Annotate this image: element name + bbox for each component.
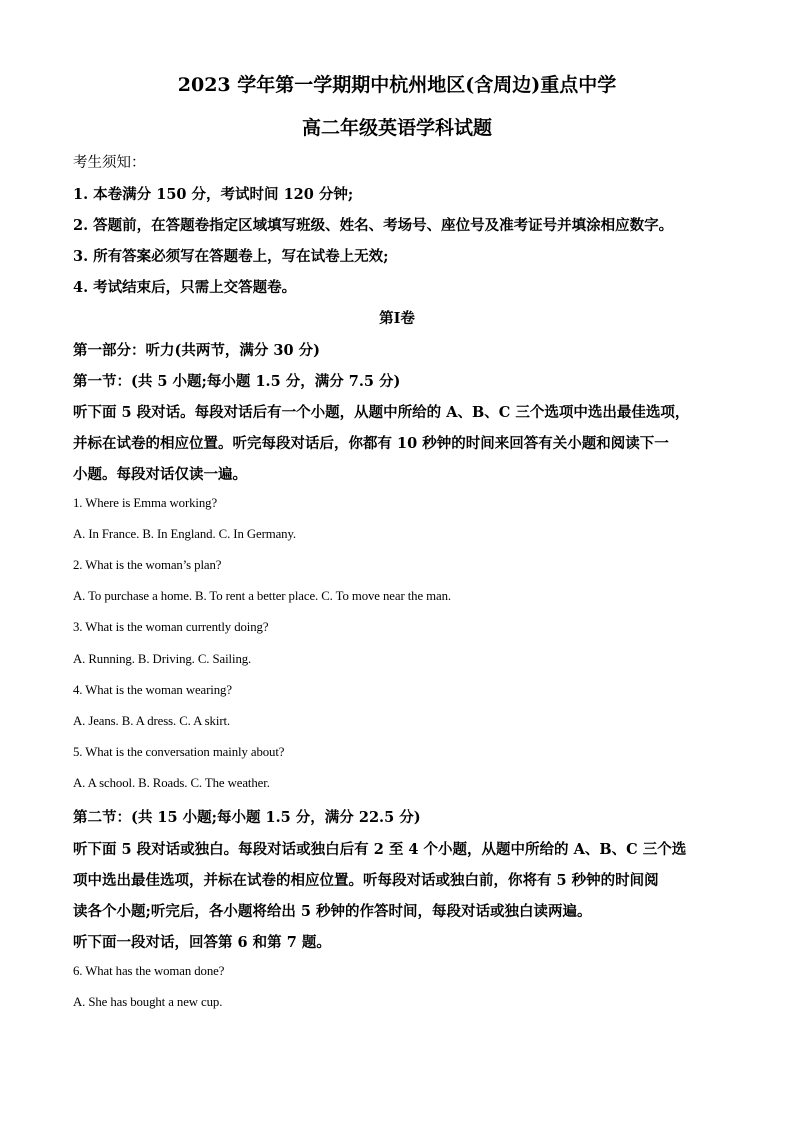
- question-text: 3. What is the woman currently doing?: [73, 620, 269, 634]
- section1-instructions: 听下面 5 段对话。每段对话后有一个小题，从题中所给的 A、B、C 三个选项中选出最佳选项，: [73, 404, 690, 421]
- question-text: 6. What has the woman done?: [73, 964, 225, 978]
- part1-heading: 第一部分：听力(共两节，满分 30 分): [73, 342, 320, 359]
- notice-item: 3. 所有答案必须写在答题卷上，写在试卷上无效;: [73, 248, 389, 265]
- section2-heading: 第二节：(共 15 小题;每小题 1.5 分，满分 22.5 分): [73, 809, 421, 826]
- section1-heading: 第一节：(共 5 小题;每小题 1.5 分，满分 7.5 分): [73, 373, 401, 390]
- question-options: A. Jeans. B. A dress. C. A skirt.: [73, 714, 231, 728]
- question-text: 1. Where is Emma working?: [73, 496, 218, 510]
- notice-heading: 考生须知：: [73, 155, 146, 171]
- question-options: A. A school. B. Roads. C. The weather.: [73, 776, 270, 790]
- exam-title: 2023 学年第一学期期中杭州地区(含周边)重点中学: [177, 74, 617, 96]
- section2-instructions: 读各个小题;听完后，各小题将给出 5 秒钟的作答时间，每段对话或独白读两遍。: [73, 903, 592, 920]
- question-text: 5. What is the conversation mainly about?: [73, 745, 285, 759]
- section1-instructions: 并标在试卷的相应位置。听完每段对话后，你都有 10 秒钟的时间来回答有关小题和阅读下一: [73, 435, 669, 452]
- volume-label: 第Ⅰ卷: [379, 310, 415, 327]
- section2-instructions: 听下面 5 段对话或独白。每段对话或独白后有 2 至 4 个小题，从题中所给的 A、B、C 三个选: [73, 841, 687, 858]
- section1-instructions: 小题。每段对话仅读一遍。: [73, 466, 247, 483]
- section2-subheading: 听下面一段对话，回答第 6 和第 7 题。: [73, 934, 331, 951]
- notice-item: 2. 答题前，在答题卷指定区域填写班级、姓名、考场号、座位号及准考证号并填涂相应数字。: [73, 217, 674, 234]
- question-options: A. Running. B. Driving. C. Sailing.: [73, 652, 252, 666]
- notice-item: 4. 考试结束后，只需上交答题卷。: [73, 279, 297, 296]
- section2-instructions: 项中选出最佳选项，并标在试卷的相应位置。听每段对话或独白前，你将有 5 秒钟的时间阅: [73, 872, 659, 889]
- notice-item: 1. 本卷满分 150 分，考试时间 120 分钟;: [73, 186, 354, 203]
- question-text: 4. What is the woman wearing?: [73, 683, 232, 697]
- question-text: 2. What is the woman’s plan?: [73, 558, 222, 572]
- question-options: A. In France. B. In England. C. In Germany.: [73, 527, 297, 541]
- question-options: A. She has bought a new cup.: [73, 995, 223, 1009]
- exam-subtitle: 高二年级英语学科试题: [301, 117, 492, 139]
- question-options: A. To purchase a home. B. To rent a better place. C. To move near the man.: [73, 589, 451, 603]
